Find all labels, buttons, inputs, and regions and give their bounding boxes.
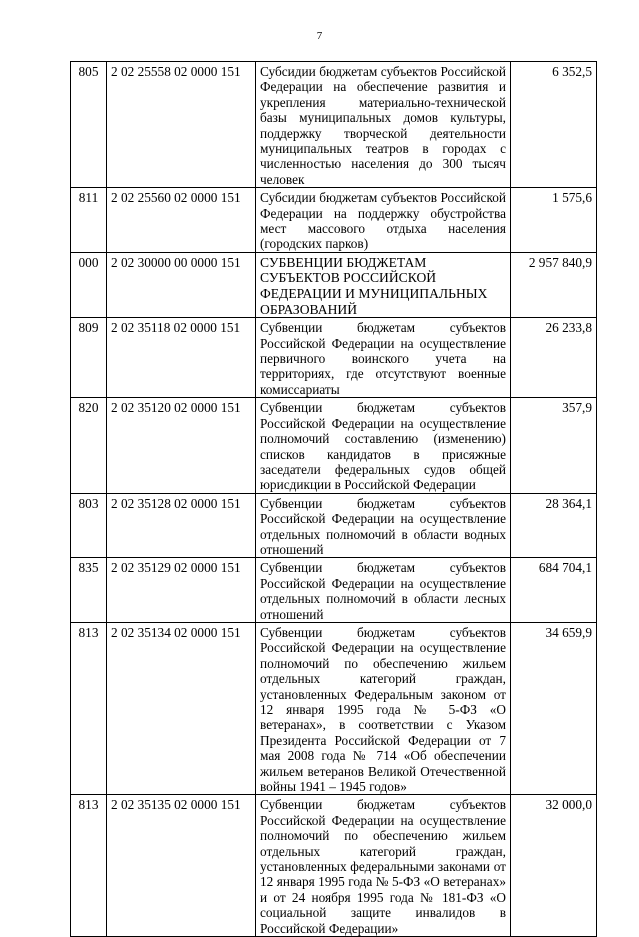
table-row: [71, 558, 597, 623]
budget-revenue-table: [70, 61, 597, 937]
revenue-name-cell: Субвенции бюджетам субъектов Российской Федерации на осуществление полномочий по обеспечению жильем отдельных категорий граждан, установленных федеральными законами от 12 января 1995 года № 5-ФЗ «О ветеранах» и от 24 ноября 1995 года № 181-ФЗ «О социальной защите инвалидов в Российской Федерации»: [256, 795, 511, 937]
admin-code-cell: 813: [71, 795, 107, 937]
budget-classification-code-cell: 2 02 35134 02 0000 151: [107, 622, 256, 794]
revenue-name-cell: Субвенции бюджетам субъектов Российской Федерации на осуществление отдельных полномочий в области лесных отношений: [256, 558, 511, 623]
revenue-name-cell: Субвенции бюджетам субъектов Российской Федерации на осуществление полномочий по обеспечению жильем отдельных категорий граждан, установленных Федеральным законом от 12 января 1995 года № 5-ФЗ «О ветеранах», в соответствии с Указом Президента Российской Федерации от 7 мая 2008 года № 714 «Об обеспечении жильем ветеранов Великой Отечественной войны 1941 – 1945 годов»: [256, 622, 511, 794]
admin-code-cell: 811: [71, 188, 107, 253]
table-row: [71, 318, 597, 398]
amount-cell: 28 364,1: [511, 493, 597, 558]
table-row: [71, 188, 597, 253]
amount-cell: 6 352,5: [511, 62, 597, 188]
admin-code-cell: 835: [71, 558, 107, 623]
table-row: [71, 493, 597, 558]
admin-code-cell: 820: [71, 398, 107, 493]
amount-cell: 2 957 840,9: [511, 252, 597, 317]
revenue-name-cell: Субвенции бюджетам субъектов Российской Федерации на осуществление первичного воинского учета на территориях, где отсутствуют военные комиссариаты: [256, 318, 511, 398]
table-row: [71, 252, 597, 317]
amount-cell: 26 233,8: [511, 318, 597, 398]
amount-cell: 1 575,6: [511, 188, 597, 253]
budget-classification-code-cell: 2 02 35118 02 0000 151: [107, 318, 256, 398]
budget-classification-code-cell: 2 02 35120 02 0000 151: [107, 398, 256, 493]
page-number: 7: [316, 30, 323, 42]
budget-classification-code-cell: 2 02 35135 02 0000 151: [107, 795, 256, 937]
budget-classification-code-cell: 2 02 25560 02 0000 151: [107, 188, 256, 253]
admin-code-cell: 803: [71, 493, 107, 558]
revenue-name-cell: Субсидии бюджетам субъектов Российской Федерации на поддержку обустройства мест массового отдыха населения (городских парков): [256, 188, 511, 253]
budget-classification-code-cell: 2 02 30000 00 0000 151: [107, 252, 256, 317]
table-row: [71, 62, 597, 188]
budget-classification-code-cell: 2 02 25558 02 0000 151: [107, 62, 256, 188]
revenue-name-cell: Субсидии бюджетам субъектов Российской Федерации на обеспечение развития и укрепления материально-технической базы муниципальных домов культуры, поддержку творческой деятельности муниципальных театров в городах с численностью населения до 300 тысяч человек: [256, 62, 511, 188]
budget-classification-code-cell: 2 02 35128 02 0000 151: [107, 493, 256, 558]
budget-classification-code-cell: 2 02 35129 02 0000 151: [107, 558, 256, 623]
amount-cell: 684 704,1: [511, 558, 597, 623]
admin-code-cell: 805: [71, 62, 107, 188]
admin-code-cell: 813: [71, 622, 107, 794]
admin-code-cell: 000: [71, 252, 107, 317]
amount-cell: 34 659,9: [511, 622, 597, 794]
revenue-name-cell: Субвенции бюджетам субъектов Российской Федерации на осуществление полномочий составлению (изменению) списков кандидатов в присяжные заседатели федеральных судов общей юрисдикции в Российской Федерации: [256, 398, 511, 493]
admin-code-cell: 809: [71, 318, 107, 398]
table-row: [71, 622, 597, 794]
revenue-name-cell: СУБВЕНЦИИ БЮДЖЕТАМ СУБЪЕКТОВ РОССИЙСКОЙ ФЕДЕРАЦИИ И МУНИЦИПАЛЬНЫХ ОБРАЗОВАНИЙ: [256, 252, 511, 317]
amount-cell: 32 000,0: [511, 795, 597, 937]
table-row: [71, 398, 597, 493]
amount-cell: 357,9: [511, 398, 597, 493]
table-row: [71, 795, 597, 937]
revenue-name-cell: Субвенции бюджетам субъектов Российской Федерации на осуществление отдельных полномочий в области водных отношений: [256, 493, 511, 558]
